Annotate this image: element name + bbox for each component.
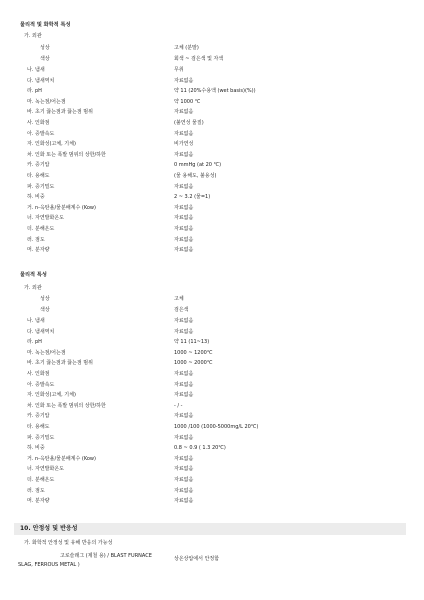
row-label: 파. 증기밀도 xyxy=(27,434,55,441)
row-value: 자료없음 xyxy=(174,498,194,505)
section10-item-value: 상온상압에서 안정함 xyxy=(174,556,220,562)
row-value: 자료없음 xyxy=(174,487,194,494)
row-value: 자료없음 xyxy=(174,328,194,335)
section9b-appearance-label: 가. 외관 xyxy=(24,285,42,291)
row-value: 자료없음 xyxy=(174,151,194,158)
row-value: 약 11 (20%수용액 (wet basis)(%)) xyxy=(174,88,256,95)
row-value: 2 ~ 3.2 (물=1) xyxy=(174,194,211,201)
row-value: 자료없음 xyxy=(174,204,194,211)
row-label: 아. 증발속도 xyxy=(27,130,55,137)
section10-item-label-cont: SLAG, FERROUS METAL ) xyxy=(18,562,80,568)
row-value: 1000 ~ 2000℃ xyxy=(174,360,213,367)
row-label: 러. 점도 xyxy=(27,487,45,494)
row-label: 라. pH xyxy=(27,88,42,95)
row-label: 색상 xyxy=(40,56,50,62)
row-value: 1000 ~ 1200℃ xyxy=(174,349,213,356)
row-value: 자료없음 xyxy=(174,455,194,462)
row-label: 거. n-옥탄올/물분배계수 (Kow) xyxy=(27,204,96,211)
row-value: 고체 xyxy=(174,296,184,302)
row-label: 다. 냄새역치 xyxy=(27,328,55,335)
row-label: 성상 xyxy=(40,296,50,302)
row-label: 마. 녹는점/어는점 xyxy=(27,98,66,105)
row-label: 마. 녹는점/어는점 xyxy=(27,349,66,356)
row-label: 파. 증기밀도 xyxy=(27,183,55,190)
row-value: 고체 (분말) xyxy=(174,45,199,51)
row-value: 자료없음 xyxy=(174,236,194,243)
row-value: 0.8 ~ 0.9 ( 1.3 20℃) xyxy=(174,445,226,452)
row-label: 나. 냄새 xyxy=(27,67,45,73)
row-label: 다. 냄새역치 xyxy=(27,77,55,84)
row-value: 0 mmHg (at 20 ℃) xyxy=(174,162,222,169)
row-label: 더. 분해온도 xyxy=(27,226,55,232)
row-label: 자. 인화성(고체, 기체) xyxy=(27,141,76,148)
section9-heading: 물리적 및 화학적 특성 xyxy=(20,22,71,28)
row-value: 자료없음 xyxy=(174,477,194,483)
row-label: 카. 증기압 xyxy=(27,413,50,420)
row-label: 바. 초기 끓는점과 끓는점 범위 xyxy=(27,109,93,116)
row-label: 성상 xyxy=(40,45,50,51)
row-value: 비가연성 xyxy=(174,141,194,148)
row-value: 자료없음 xyxy=(174,466,194,473)
section9-appearance-label: 가. 외관 xyxy=(24,33,42,39)
row-label: 아. 증발속도 xyxy=(27,381,55,388)
row-label: 타. 용해도 xyxy=(27,424,50,430)
section9b-heading: 물리적 특성 xyxy=(20,272,47,278)
row-value: 자료없음 xyxy=(174,226,194,232)
row-value: 약 1000 ℃ xyxy=(174,98,201,105)
row-value: 자료없음 xyxy=(174,215,194,222)
row-value: 자료없음 xyxy=(174,109,194,116)
row-value: 무취 xyxy=(174,67,184,73)
row-value: - / - xyxy=(174,402,183,409)
row-label: 머. 분자량 xyxy=(27,498,50,505)
section10-stability-label: 가. 화학적 안정성 및 유해 반응의 가능성 xyxy=(24,540,113,546)
row-label: 하. 비중 xyxy=(27,445,45,452)
row-value: 회색 ~ 검은색 및 자색 xyxy=(174,56,224,62)
row-value: 자료없음 xyxy=(174,371,194,377)
row-label: 하. 비중 xyxy=(27,194,45,201)
row-value: 자료없음 xyxy=(174,130,194,137)
row-value: 자료없음 xyxy=(174,77,194,84)
row-label: 사. 인화점 xyxy=(27,371,50,377)
row-value: 자료없음 xyxy=(174,183,194,190)
row-label: 거. n-옥탄올/물분배계수 (Kow) xyxy=(27,455,96,462)
row-label: 차. 인화 또는 폭발 범위의 상한/하한 xyxy=(27,151,106,158)
row-value: 자료없음 xyxy=(174,413,194,420)
row-value: 약 11 (11~13) xyxy=(174,339,210,346)
row-label: 타. 용해도 xyxy=(27,173,50,179)
row-label: 라. pH xyxy=(27,339,42,346)
row-label: 너. 자연발화온도 xyxy=(27,215,64,222)
row-label: 사. 인화점 xyxy=(27,120,50,126)
row-label: 더. 분해온도 xyxy=(27,477,55,483)
row-label: 러. 점도 xyxy=(27,236,45,243)
row-label: 카. 증기압 xyxy=(27,162,50,169)
row-value: 자료없음 xyxy=(174,381,194,388)
row-label: 색상 xyxy=(40,307,50,313)
section10-item-label: 고로슬래그 (제철 용) / BLAST FURNACE xyxy=(60,553,152,559)
section10-heading: 10. 안정성 및 반응성 xyxy=(20,525,78,532)
row-value: 검은색 xyxy=(174,307,189,313)
row-label: 바. 초기 끓는점과 끓는점 범위 xyxy=(27,360,93,367)
row-label: 자. 인화성(고체, 기체) xyxy=(27,392,76,399)
row-label: 너. 자연발화온도 xyxy=(27,466,64,473)
row-label: 차. 인화 또는 폭발 범위의 상한/하한 xyxy=(27,402,106,409)
row-value: 자료없음 xyxy=(174,318,194,324)
row-value: (물 용해도, 불용성) xyxy=(174,173,217,179)
row-value: 자료없음 xyxy=(174,392,194,399)
row-value: 자료없음 xyxy=(174,434,194,441)
row-label: 나. 냄새 xyxy=(27,318,45,324)
row-value: 자료없음 xyxy=(174,247,194,254)
row-value: (불연성 물질) xyxy=(174,120,204,126)
row-label: 머. 분자량 xyxy=(27,247,50,254)
row-value: 1000 /100 (1000-5000mg/L 20℃) xyxy=(174,424,259,430)
